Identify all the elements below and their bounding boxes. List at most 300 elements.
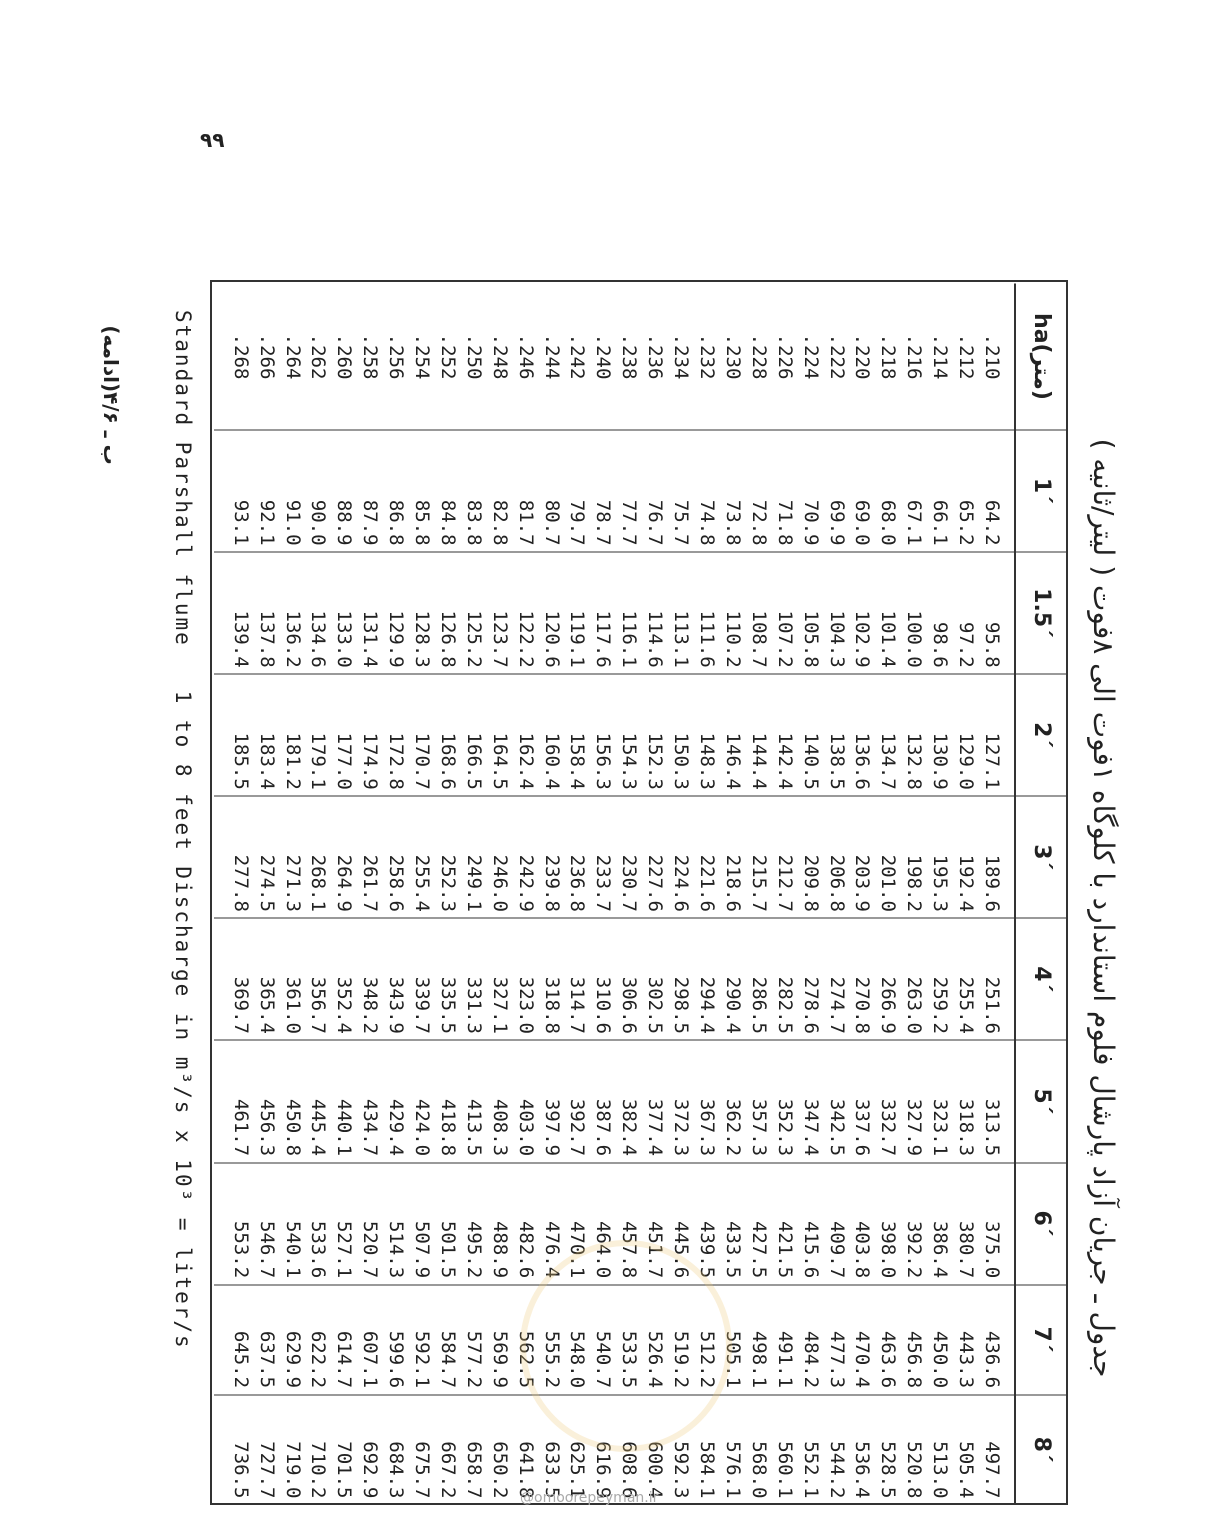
table-cell: 361.0 [281,976,304,1034]
table-cell: 144.4 [747,732,770,790]
table-cell: 445.6 [670,1220,693,1279]
table-cell: 73.8 [721,499,744,546]
table-cell: 451.7 [644,1220,667,1279]
table-cell: 306.6 [618,976,641,1034]
table-cell: 456.3 [255,1098,278,1157]
table-cell: 302.5 [644,976,667,1034]
table-cell: 255.4 [955,976,978,1034]
table-cell: 179.1 [307,732,330,790]
table-cell: 174.9 [359,732,382,790]
table-cell: 327.1 [488,976,511,1034]
table-cell: 528.5 [877,1441,900,1499]
table-cell: 584.1 [696,1441,719,1499]
table-cell: 464.0 [592,1220,615,1279]
header-6ft: 6´ [1015,1163,1068,1285]
table-cell: 158.4 [566,732,589,790]
table-cell: 382.4 [618,1098,641,1157]
table-cell: 130.9 [929,732,952,790]
table-cell: .240 [592,333,615,380]
table-cell: 170.7 [411,732,434,790]
table-cell: 520.7 [359,1220,382,1279]
table-cell: 327.9 [903,1098,926,1157]
table-cell: 294.4 [696,976,719,1034]
table-cell: 255.4 [411,854,434,912]
table-cell: 392.7 [566,1098,589,1157]
table-cell: 427.5 [747,1220,770,1279]
table-cell: 154.3 [618,732,641,790]
table-cell: 86.8 [385,499,408,546]
header-5ft: 5´ [1015,1040,1068,1162]
table-cell: 409.7 [825,1220,848,1279]
table-cell: 331.3 [462,976,485,1034]
column-1-5ft [214,552,1015,674]
column-2ft [214,674,1015,796]
table-cell: 675.7 [411,1441,434,1499]
table-cell: 482.6 [514,1220,537,1279]
table-cell: 392.2 [903,1220,926,1279]
table-cell: 261.7 [359,854,382,912]
table-cell: 505.4 [955,1441,978,1499]
table-cell: 470.1 [566,1220,589,1279]
table-cell: 533.5 [618,1330,641,1389]
table-cell: 137.8 [255,610,278,668]
table-cell: 495.2 [462,1220,485,1279]
table-cell: 224.6 [670,854,693,912]
table-cell: 347.4 [799,1098,822,1157]
table-cell: 271.3 [281,854,304,912]
table-cell: 227.6 [644,854,667,912]
table-cell: 625.1 [566,1441,589,1499]
table-cell: 221.6 [696,854,719,912]
table-cell: 443.3 [955,1330,978,1389]
header-7ft: 7´ [1015,1285,1068,1395]
table-cell: 134.6 [307,610,330,668]
table-cell: 310.6 [592,976,615,1034]
table-cell: 215.7 [747,854,770,912]
table-cell: 127.1 [981,732,1003,790]
table-cell: 71.8 [773,499,796,546]
table-cell: 274.5 [255,854,278,912]
table-cell: 131.4 [359,610,382,668]
table-cell: 641.8 [514,1441,537,1499]
table-cell: 140.5 [799,732,822,790]
table-cell: 133.0 [333,610,356,668]
table-cell: 540.1 [281,1220,304,1279]
table-cell: 83.8 [462,499,485,546]
table-cell: 314.7 [566,976,589,1034]
table-cell: .228 [747,333,770,380]
table-cell: 274.7 [825,976,848,1034]
table-cell: 268.1 [307,854,330,912]
table-cell: 375.0 [981,1220,1003,1279]
table-cell: 152.3 [644,732,667,790]
table-cell: 97.2 [955,621,978,668]
table-cell: 242.9 [514,854,537,912]
table-cell: 80.7 [540,499,563,546]
table-cell: 70.9 [799,499,822,546]
header-3ft: 3´ [1015,796,1068,918]
table-cell: 139.4 [229,610,252,668]
table-cell: 177.0 [333,732,356,790]
table-cell: 95.8 [981,621,1003,668]
table-cell: 526.4 [644,1330,667,1389]
table-cell: 519.2 [670,1330,693,1389]
table-cell: 568.0 [747,1441,770,1499]
table-cell: 667.2 [436,1441,459,1499]
watermark: @omoorepeyman.ir [520,1490,659,1506]
table-cell: .258 [359,333,382,380]
table-cell: 323.0 [514,976,537,1034]
table-cell: 560.1 [773,1441,796,1499]
table-cell: 470.4 [851,1330,874,1389]
table-cell: 92.1 [255,499,278,546]
table-cell: 362.2 [721,1098,744,1157]
table-cell: 148.3 [696,732,719,790]
table-cell: 576.1 [721,1441,744,1499]
table-cell: 136.2 [281,610,304,668]
table-cell: 710.2 [307,1441,330,1499]
table-cell: 201.0 [877,854,900,912]
table-cell: 544.2 [825,1441,848,1499]
table-cell: 600.4 [644,1441,667,1499]
table-cell: 66.1 [929,499,952,546]
table-cell: 251.6 [981,976,1003,1034]
table-cell: 116.1 [618,610,641,668]
table-cell: 91.0 [281,499,304,546]
table-cell: 134.7 [877,732,900,790]
table-cell: 150.3 [670,732,693,790]
table-cell: 484.2 [799,1330,822,1389]
table-cell: 513.0 [929,1441,952,1499]
table-cell: 278.6 [799,976,822,1034]
page-number: ۹۹ [200,128,225,152]
table-cell: 259.2 [929,976,952,1034]
table-cell: .212 [955,333,978,380]
table-cell: 403.8 [851,1220,874,1279]
table-cell: 126.8 [436,610,459,668]
table-cell: 540.7 [592,1330,615,1389]
table-cell: 318.3 [955,1098,978,1157]
table-cell: 629.9 [281,1330,304,1389]
table-cell: 342.5 [825,1098,848,1157]
table-cell: 277.8 [229,854,252,912]
table-cell: 249.1 [462,854,485,912]
table-cell: 142.4 [773,732,796,790]
table-cell: 85.8 [411,499,434,546]
table-cell: 584.7 [436,1330,459,1389]
table-caption: Standard Parshall flume 1 to 8 feet Discharge in m³/s x 10³ = liter/s [171,310,195,1350]
table-cell: 172.8 [385,732,408,790]
table-cell: 263.0 [903,976,926,1034]
table-cell: .238 [618,333,641,380]
table-cell: 553.2 [229,1220,252,1279]
table-cell: 156.3 [592,732,615,790]
table-cell: 117.6 [592,610,615,668]
table-cell: 78.7 [592,499,615,546]
table-cell: 415.6 [799,1220,822,1279]
table-cell: 195.3 [929,854,952,912]
table-cell: 82.8 [488,499,511,546]
table-cell: 198.2 [903,854,926,912]
table-cell: 114.6 [644,610,667,668]
table-cell: 74.8 [696,499,719,546]
table-cell: 501.5 [436,1220,459,1279]
table-cell: 357.3 [747,1098,770,1157]
table-cell: 123.7 [488,610,511,668]
table-cell: 189.6 [981,854,1003,912]
table-cell: .262 [307,333,330,380]
table-cell: 380.7 [955,1220,978,1279]
table-cell: 113.1 [670,610,693,668]
table-cell: .264 [281,333,304,380]
table-cell: 68.0 [877,499,900,546]
table-cell: 111.6 [696,610,719,668]
table-cell: 352.3 [773,1098,796,1157]
table-cell: 120.6 [540,610,563,668]
table-cell: 93.1 [229,499,252,546]
table-cell: 129.9 [385,610,408,668]
table-cell: 162.4 [514,732,537,790]
table-cell: 440.1 [333,1098,356,1157]
table-cell: 520.8 [903,1441,926,1499]
table-cell: 128.3 [411,610,434,668]
table-cell: 270.8 [851,976,874,1034]
table-cell: 505.1 [721,1330,744,1389]
table-cell: 369.7 [229,976,252,1034]
header-8ft: 8´ [1015,1395,1068,1505]
table-cell: 719.0 [281,1441,304,1499]
table-cell: 497.7 [981,1441,1003,1499]
table-cell: 372.3 [670,1098,693,1157]
table-cell: 637.5 [255,1330,278,1389]
table-cell: 450.8 [281,1098,304,1157]
table-cell: 418.8 [436,1098,459,1157]
table-cell: 125.2 [462,610,485,668]
table-cell: 424.0 [411,1098,434,1157]
table-cell: 335.5 [436,976,459,1034]
table-cell: 599.6 [385,1330,408,1389]
table-cell: 84.8 [436,499,459,546]
footer-reference: ب ـ ۴/۶(ادامه) [99,325,123,465]
table-cell: 218.6 [721,854,744,912]
table-cell: 209.8 [799,854,822,912]
table-cell: 533.6 [307,1220,330,1279]
table-cell: .268 [229,333,252,380]
table-cell: .222 [825,333,848,380]
table-cell: 77.7 [618,499,641,546]
table-cell: .244 [540,333,563,380]
table-cell: 107.2 [773,610,796,668]
table-cell: .216 [903,333,926,380]
table-cell: 69.0 [851,499,874,546]
table-cell: .232 [696,333,719,380]
column-1ft [214,430,1015,552]
table-cell: 146.4 [721,732,744,790]
table-cell: 101.4 [877,610,900,668]
table-cell: 365.4 [255,976,278,1034]
table-cell: 548.0 [566,1330,589,1389]
table-cell: 122.2 [514,610,537,668]
table-cell: 323.1 [929,1098,952,1157]
table-cell: 433.5 [721,1220,744,1279]
table-cell: 264.9 [333,854,356,912]
table-cell: .226 [773,333,796,380]
table-cell: 313.5 [981,1098,1003,1157]
table-cell: 192.4 [955,854,978,912]
table-cell: 79.7 [566,499,589,546]
column-3ft [214,796,1015,918]
table-cell: 203.9 [851,854,874,912]
table-cell: 692.9 [359,1441,382,1499]
table-cell: 436.6 [981,1330,1003,1389]
table-cell: 105.8 [799,610,822,668]
table-cell: 397.9 [540,1098,563,1157]
table-cell: 102.9 [851,610,874,668]
table-cell: 230.7 [618,854,641,912]
table-cell: 488.9 [488,1220,511,1279]
table-cell: 239.8 [540,854,563,912]
table-cell: .230 [721,333,744,380]
table-cell: 439.5 [696,1220,719,1279]
table-cell: 318.8 [540,976,563,1034]
table-cell: 736.5 [229,1441,252,1499]
table-cell: 100.0 [903,610,926,668]
table-cell: 185.5 [229,732,252,790]
table-cell: 616.9 [592,1441,615,1499]
table-cell: .218 [877,333,900,380]
table-cell: 236.8 [566,854,589,912]
table-cell: 98.6 [929,621,952,668]
table-cell: 138.5 [825,732,848,790]
table-cell: 339.7 [411,976,434,1034]
table-cell: 552.1 [799,1441,822,1499]
table-cell: 498.1 [747,1330,770,1389]
table-cell: 110.2 [721,610,744,668]
table-cell: 88.9 [333,499,356,546]
table-cell: 72.8 [747,499,770,546]
table-cell: 356.7 [307,976,330,1034]
table-cell: 258.6 [385,854,408,912]
table-cell: 367.3 [696,1098,719,1157]
table-cell: .234 [670,333,693,380]
table-cell: 166.5 [462,732,485,790]
table-cell: 622.2 [307,1330,330,1389]
table-cell: 282.5 [773,976,796,1034]
table-cell: 129.0 [955,732,978,790]
publisher-stamp [520,1240,732,1452]
table-cell: 206.8 [825,854,848,912]
table-cell: 608.6 [618,1441,641,1499]
table-cell: 614.7 [333,1330,356,1389]
table-cell: 527.1 [333,1220,356,1279]
table-cell: 266.9 [877,976,900,1034]
table-cell: 514.3 [385,1220,408,1279]
table-cell: 477.3 [825,1330,848,1389]
table-cell: .254 [411,333,434,380]
table-cell: 387.6 [592,1098,615,1157]
table-cell: 562.5 [514,1330,537,1389]
table-cell: 456.8 [903,1330,926,1389]
column-4ft [214,918,1015,1040]
table-cell: 67.1 [903,499,926,546]
table-cell: 577.2 [462,1330,485,1389]
header-2ft: 2´ [1015,674,1068,796]
table-cell: .220 [851,333,874,380]
table-cell: 332.7 [877,1098,900,1157]
table-cell: 645.2 [229,1330,252,1389]
header-ha: ha(متر) [1015,284,1068,431]
column-ha [214,284,1015,431]
table-cell: .246 [514,333,537,380]
table-cell: 87.9 [359,499,382,546]
table-cell: 476.4 [540,1220,563,1279]
table-cell: 727.7 [255,1441,278,1499]
table-cell: 212.7 [773,854,796,912]
table-cell: 119.1 [566,610,589,668]
table-cell: .256 [385,333,408,380]
table-cell: 352.4 [333,976,356,1034]
table-cell: 445.4 [307,1098,330,1157]
header-4ft: 4´ [1015,918,1068,1040]
table-cell: .242 [566,333,589,380]
table-cell: 650.2 [488,1441,511,1499]
table-cell: 413.5 [462,1098,485,1157]
header-1ft: 1´ [1015,430,1068,552]
table-cell: 164.5 [488,732,511,790]
table-cell: 290.4 [721,976,744,1034]
table-cell: 183.4 [255,732,278,790]
table-cell: 555.2 [540,1330,563,1389]
table-title: جدول ـ جریان آزاد پارشال فلوم استاندارد با کلوگاه ۱فوت الی ۸فوت ( لیتر/ثانیه ) [1087,438,1120,1378]
table-cell: 403.0 [514,1098,537,1157]
table-cell: 408.3 [488,1098,511,1157]
table-cell: 633.5 [540,1441,563,1499]
table-cell: 592.3 [670,1441,693,1499]
table-cell: 512.2 [696,1330,719,1389]
table-cell: .252 [436,333,459,380]
table-cell: 607.1 [359,1330,382,1389]
table-cell: 461.7 [229,1098,252,1157]
table-cell: 65.2 [955,499,978,546]
table-cell: 132.8 [903,732,926,790]
table-cell: 108.7 [747,610,770,668]
table-cell: 136.6 [851,732,874,790]
table-cell: .250 [462,333,485,380]
table-cell: 246.0 [488,854,511,912]
table-cell: 81.7 [514,499,537,546]
table-cell: 337.6 [851,1098,874,1157]
table-cell: 592.1 [411,1330,434,1389]
table-cell: 421.5 [773,1220,796,1279]
table-cell: 450.0 [929,1330,952,1389]
table-cell: 507.9 [411,1220,434,1279]
table-cell: 181.2 [281,732,304,790]
table-cell: 377.4 [644,1098,667,1157]
table-cell: 457.8 [618,1220,641,1279]
table-cell: 104.3 [825,610,848,668]
table-cell: 429.4 [385,1098,408,1157]
table-cell: 75.7 [670,499,693,546]
table-cell: 569.9 [488,1330,511,1389]
table-cell: 684.3 [385,1441,408,1499]
table-cell: .210 [981,333,1003,380]
table-cell: 233.7 [592,854,615,912]
table-cell: .266 [255,333,278,380]
table-cell: .260 [333,333,356,380]
table-cell: 64.2 [981,499,1003,546]
table-cell: 463.6 [877,1330,900,1389]
table-cell: 298.5 [670,976,693,1034]
